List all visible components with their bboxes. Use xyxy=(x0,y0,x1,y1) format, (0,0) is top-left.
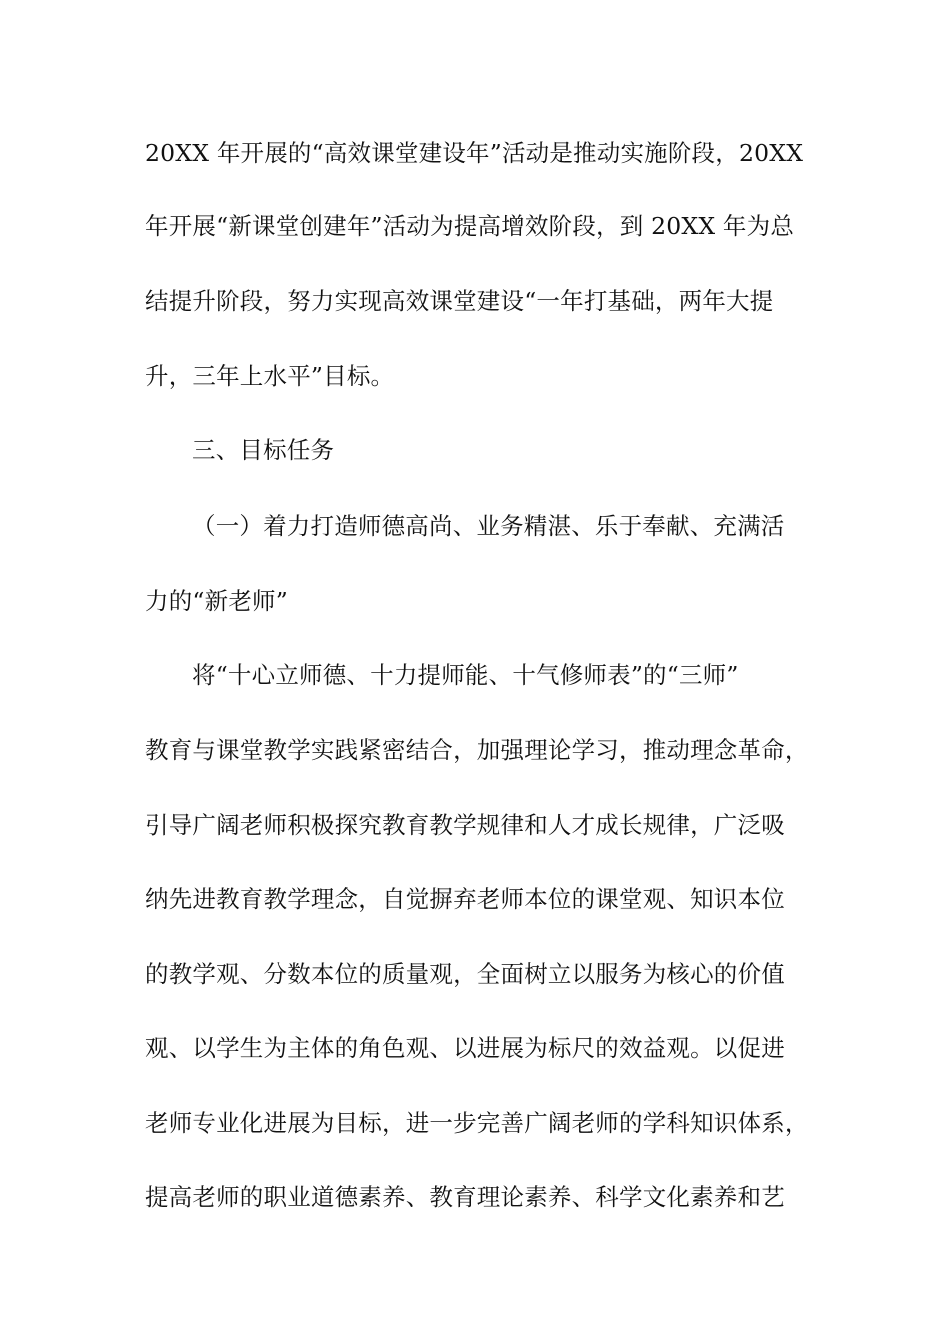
paragraph-line: 引导广阔老师积极探究教育教学规律和人才成长规律，广泛吸 xyxy=(145,811,785,839)
paragraph-line: 年开展“新课堂创建年”活动为提高增效阶段，到 20XX 年为总 xyxy=(145,212,795,240)
paragraph-line: 20XX 年开展的“高效课堂建设年”活动是推动实施阶段，20XX xyxy=(145,139,804,167)
subsection-heading: （一）着力打造师德高尚、业务精湛、乐于奉献、充满活 xyxy=(192,512,785,540)
paragraph-line: 结提升阶段，努力实现高效课堂建设“一年打基础，两年大提 xyxy=(145,287,774,315)
paragraph-line: 教育与课堂教学实践紧密结合，加强理论学习，推动理念革命， xyxy=(145,736,809,764)
paragraph-line: 老师专业化进展为目标，进一步完善广阔老师的学科知识体系， xyxy=(145,1109,809,1137)
paragraph-line: 观、以学生为主体的角色观、以进展为标尺的效益观。以促进 xyxy=(145,1034,785,1062)
section-heading: 三、目标任务 xyxy=(192,436,335,464)
subsection-heading-continued: 力的“新老师” xyxy=(145,587,288,615)
paragraph-line: 将“十心立师德、十力提师能、十气修师表”的“三师” xyxy=(192,661,739,689)
paragraph-line: 纳先进教育教学理念，自觉摒弃老师本位的课堂观、知识本位 xyxy=(145,885,785,913)
paragraph-line: 提高老师的职业道德素养、教育理论素养、科学文化素养和艺 xyxy=(145,1183,785,1211)
paragraph-line: 升，三年上水平”目标。 xyxy=(145,362,395,390)
paragraph-line: 的教学观、分数本位的质量观，全面树立以服务为核心的价值 xyxy=(145,960,785,988)
